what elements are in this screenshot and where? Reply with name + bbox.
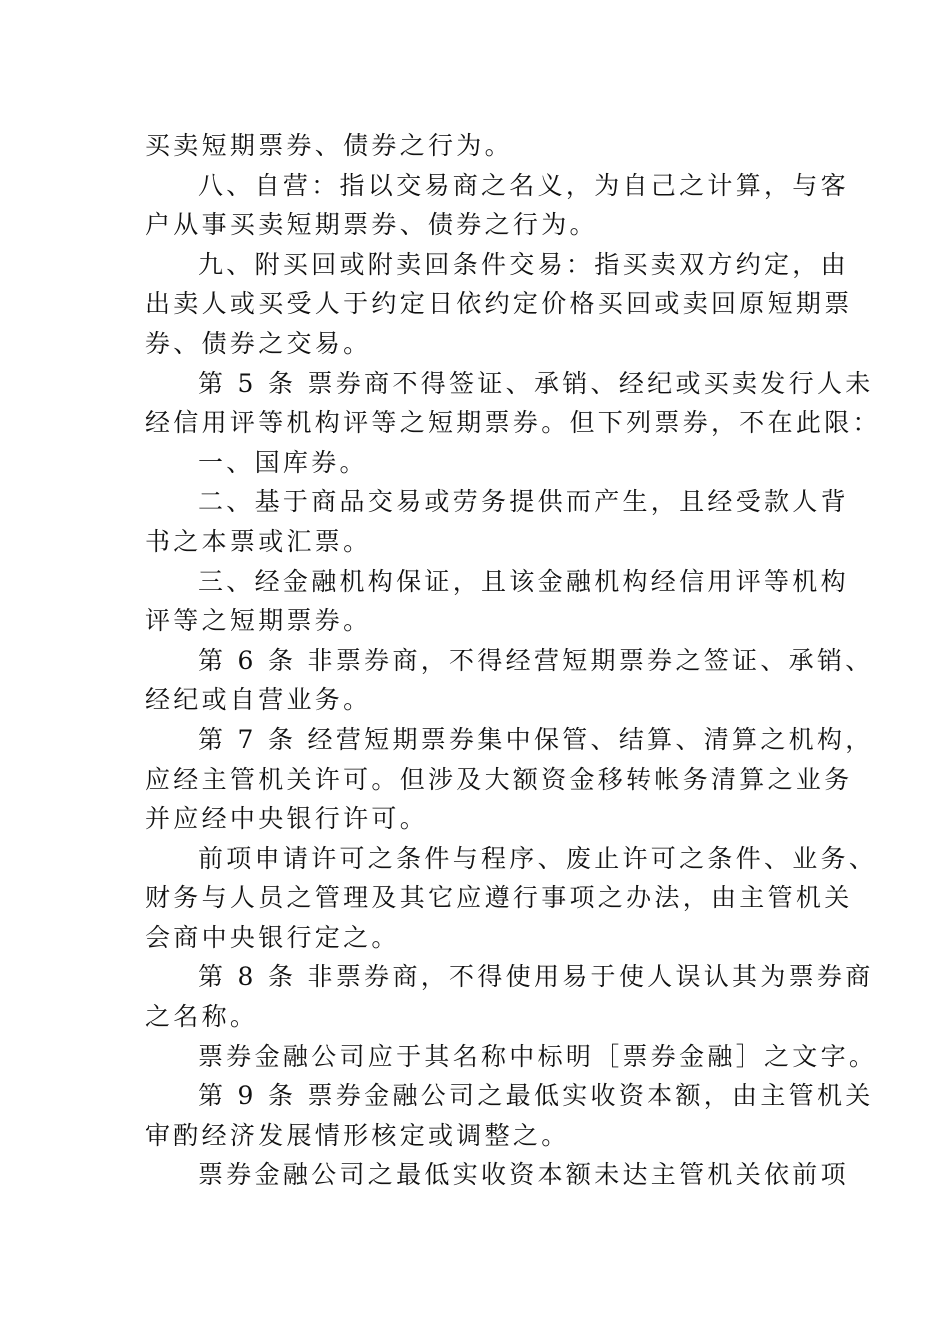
text-line: 财务与人员之管理及其它应遵行事项之办法，由主管机关 [145, 883, 853, 913]
text-line: 审酌经济发展情形核定或调整之。 [145, 1120, 570, 1150]
document-text [145, 126, 881, 1195]
text-line: 应经主管机关许可。但涉及大额资金移转帐务清算之业务 [145, 764, 853, 794]
text-line: 九、附买回或附卖回条件交易：指买卖双方约定，由 [198, 249, 849, 279]
text-line: 第 5 条 票券商不得签证、承销、经纪或买卖发行人未 [198, 368, 874, 398]
text-line: 三、经金融机构保证，且该金融机构经信用评等机构 [198, 566, 849, 596]
text-line: 户从事买卖短期票券、债券之行为。 [145, 210, 598, 240]
text-line: 评等之短期票券。 [145, 606, 372, 636]
text-line: 二、基于商品交易或劳务提供而产生，且经受款人背 [198, 487, 849, 517]
text-line: 书之本票或汇票。 [145, 526, 372, 556]
text-line: 票券金融公司应于其名称中标明［票券金融］之文字。 [198, 1041, 878, 1071]
text-line: 经纪或自营业务。 [145, 685, 372, 715]
text-line: 八、自营：指以交易商之名义，为自己之计算，与客 [198, 170, 849, 200]
text-line: 第 6 条 非票券商，不得经营短期票券之签证、承销、 [198, 645, 874, 675]
text-line: 第 9 条 票券金融公司之最低实收资本额，由主管机关 [198, 1081, 874, 1111]
text-line: 券、债券之交易。 [145, 328, 372, 358]
text-line: 并应经中央银行许可。 [145, 804, 429, 834]
text-line: 一、国库券。 [198, 447, 368, 477]
text-line: 第 8 条 非票券商，不得使用易于使人误认其为票券商 [198, 962, 874, 992]
text-line: 之名称。 [145, 1002, 259, 1032]
text-line: 第 7 条 经营短期票券集中保管、结算、清算之机构， [198, 724, 874, 754]
text-line: 买卖短期票券、债券之行为。 [145, 131, 513, 160]
text-line: 会商中央银行定之。 [145, 922, 400, 952]
text-line: 出卖人或买受人于约定日依约定价格买回或卖回原短期票 [145, 289, 853, 319]
text-line: 经信用评等机构评等之短期票券。但下列票券，不在此限： [145, 408, 881, 438]
text-line: 票券金融公司之最低实收资本额未达主管机关依前项 [198, 1160, 849, 1190]
text-line: 前项申请许可之条件与程序、废止许可之条件、业务、 [198, 843, 878, 873]
